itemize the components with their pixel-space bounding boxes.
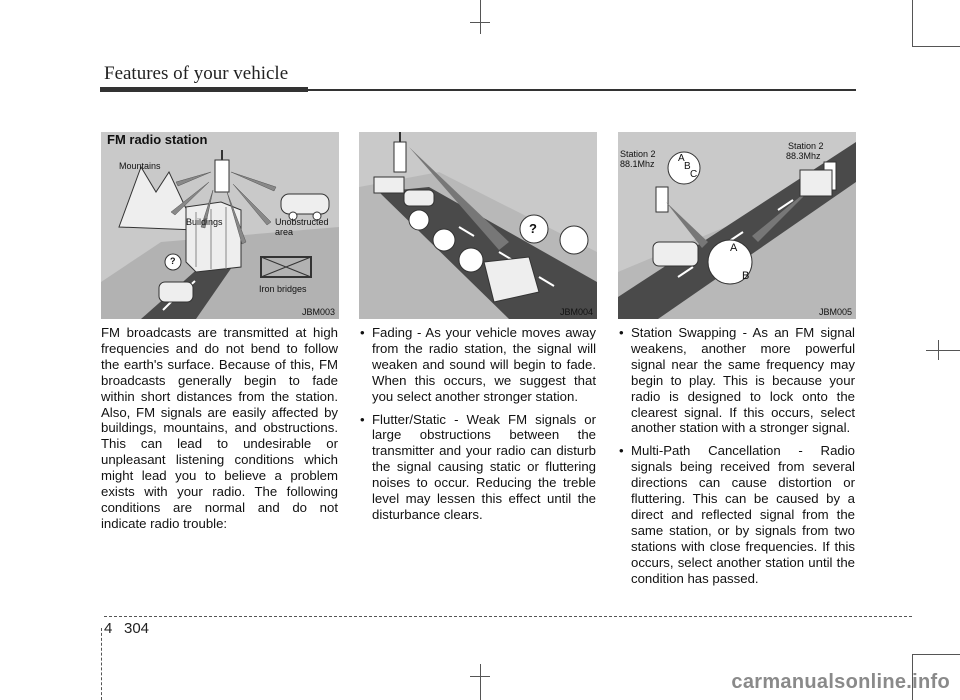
- header-rule-thin: [308, 89, 856, 91]
- bullet-flutter-static: • Flutter/Static - Weak FM signals or large obstructions between the transmitter and your radio can disturb the signal causing static or fluttering noises to occur. Reducing the treble level may lessen this effect until the disturbance clears.: [359, 412, 596, 523]
- figure-fm-radio-station: [101, 132, 339, 319]
- bullet-fading: • Fading - As your vehicle moves away from the radio station, the signal will weaken and sound will begin to fade. When this occurs, we suggest that you select another stronger station.: [359, 325, 596, 405]
- crop-mark-right-bar: [938, 340, 939, 360]
- intro-paragraph: FM broadcasts are transmitted at high frequencies and do not bend to follow the earth's surface. Because of this, FM broadcasts generally begin to fade within short distances from the station. Also, FM signals are easily affected by buildings, mountains, and obstructions. This can lead to undesirable or unpleasant listening conditions which might lead you to believe a problem exists with your radio. The following conditions are normal and do not indicate radio trouble:: [101, 325, 338, 531]
- crop-mark-top-right: [912, 0, 913, 46]
- column-1: [101, 325, 338, 532]
- label-station-left-freq: 88.1Mhz: [620, 159, 655, 169]
- bullet-station-swapping: • Station Swapping - As an FM signal weakens, another more powerful signal near the same frequency may begin to play. This is because your radio is designed to lock onto the clearest signal. If this occurs, select another station with a stronger signal.: [618, 325, 855, 436]
- label-area: area: [275, 227, 294, 237]
- figure-code: JBM004: [559, 307, 593, 317]
- footer-vertical-rule: [101, 628, 102, 700]
- label-question-mark: ?: [170, 256, 176, 266]
- crop-mark-bottom-bar: [470, 676, 490, 677]
- label-iron-bridges: Iron bridges: [259, 284, 307, 294]
- column-2: [359, 325, 596, 530]
- figure-station-swapping: [618, 132, 856, 319]
- label-station-right-name: Station 2: [788, 141, 824, 151]
- column-3: [618, 325, 855, 594]
- label-mountains: Mountains: [119, 161, 161, 171]
- label-b-top: B: [684, 161, 691, 172]
- footer-rule: [104, 616, 912, 617]
- crop-mark-bottom-right-bar: [912, 654, 960, 655]
- label-question-mark: ?: [529, 221, 537, 236]
- label-b-lower: B: [742, 270, 750, 282]
- figure-caption: FM radio station: [107, 132, 208, 147]
- label-station-left-name: Station 2: [620, 149, 656, 159]
- header-rule-thick: [100, 87, 308, 92]
- label-buildings: Buildings: [186, 217, 223, 227]
- page-header-title: Features of your vehicle: [104, 63, 289, 84]
- crop-mark-top: [480, 0, 481, 34]
- crop-mark-top-right-bar: [912, 46, 960, 47]
- bullet-multipath-cancellation: • Multi-Path Cancellation - Radio signals being received from several directions can cause distortion or fluttering. This can be caused by a direct and reflected signal from the same station, or by signals from two stations with close frequencies. If this occurs, select another station until the condition has passed.: [618, 443, 855, 586]
- crop-mark-bottom: [480, 664, 481, 700]
- watermark: carmanualsonline.info: [731, 671, 950, 693]
- label-a-top: A: [678, 153, 685, 164]
- crop-mark-top-bar: [470, 22, 490, 23]
- page-number: 304: [124, 620, 150, 637]
- figure-code: JBM003: [301, 307, 335, 317]
- figure-fading: [359, 132, 597, 319]
- label-unobstructed: Unobstructed: [275, 217, 329, 227]
- crop-mark-right: [926, 350, 960, 351]
- label-c-top: C: [690, 169, 698, 180]
- label-station-right-freq: 88.3Mhz: [786, 151, 821, 161]
- chapter-number: 4: [104, 620, 113, 637]
- fading-illustration: [359, 132, 597, 319]
- figure-code: JBM005: [818, 307, 852, 317]
- label-a-lower: A: [730, 242, 738, 254]
